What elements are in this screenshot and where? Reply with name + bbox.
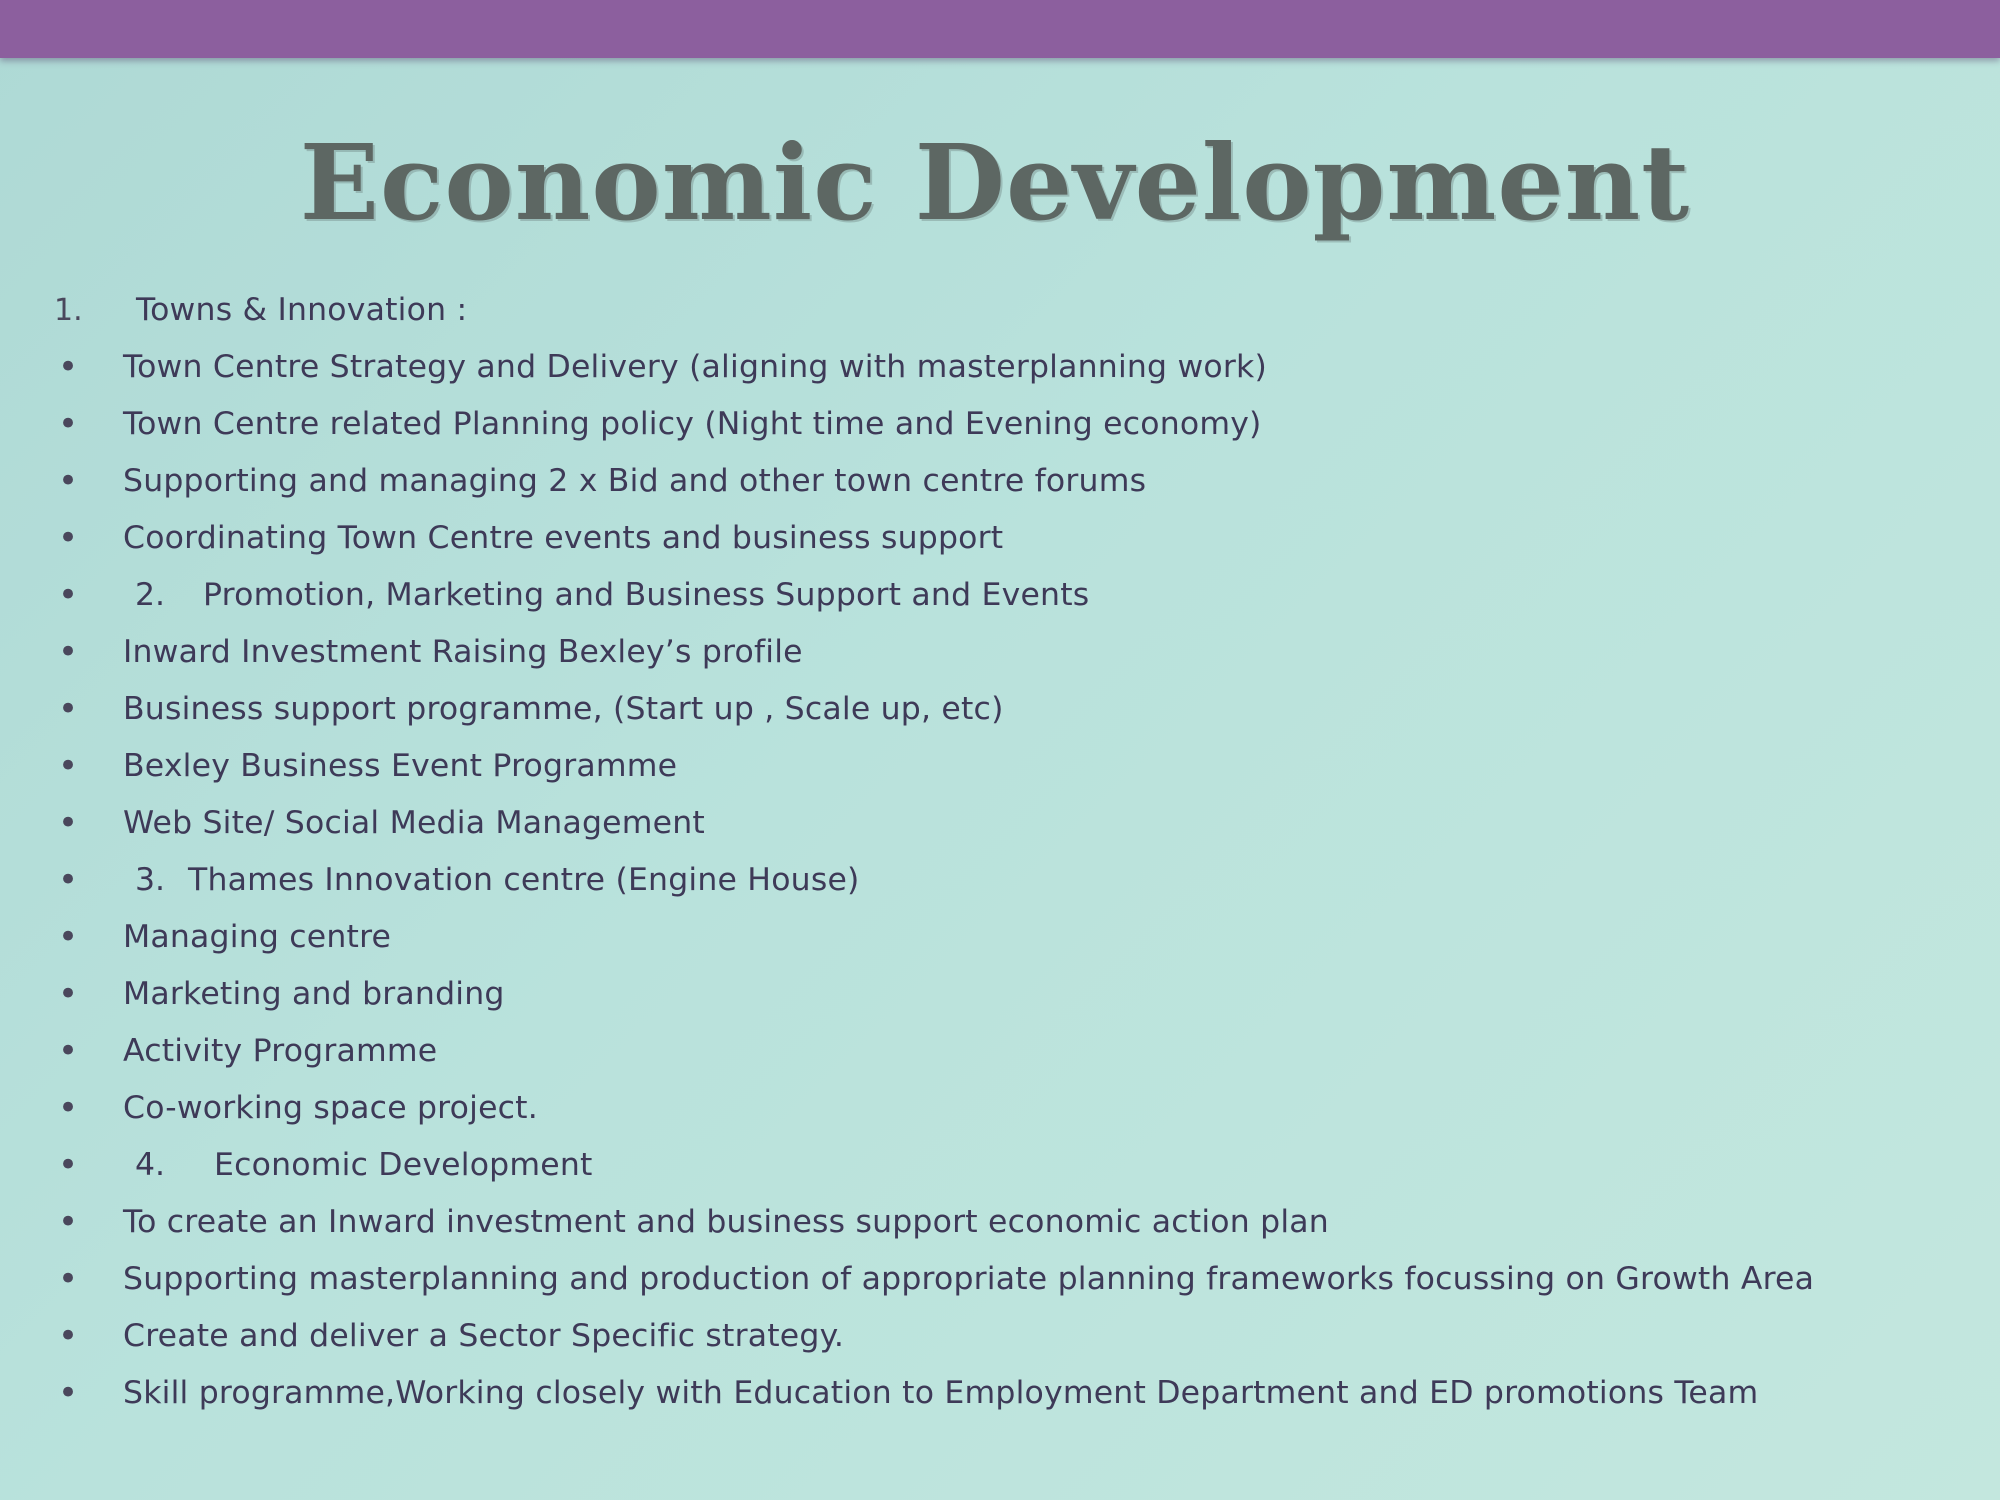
list-item-text: Web Site/ Social Media Management bbox=[123, 805, 705, 841]
list-item-text: Business support programme, (Start up , Scale up, etc) bbox=[123, 691, 1004, 727]
list-item-text: Inward Investment Raising Bexley’s profile bbox=[123, 634, 803, 670]
list-item bbox=[0, 1023, 2000, 1080]
bullet-icon: • bbox=[58, 404, 79, 444]
list-item-text: Skill programme,Working closely with Education to Employment Department and ED promotions Team bbox=[123, 1375, 1759, 1411]
bullet-icon: • bbox=[58, 1088, 79, 1128]
list-item bbox=[0, 339, 2000, 396]
section-heading-promotion-marketing bbox=[0, 567, 2000, 624]
list-item bbox=[0, 1308, 2000, 1365]
bullet-icon: • bbox=[58, 746, 79, 786]
list-item bbox=[0, 396, 2000, 453]
list-item-text: Supporting and managing 2 x Bid and other town centre forums bbox=[123, 463, 1147, 499]
bullet-icon: • bbox=[58, 1145, 79, 1185]
slide-title: Economic Development bbox=[299, 121, 1691, 244]
list-item bbox=[0, 1194, 2000, 1251]
list-item-text: Coordinating Town Centre events and business support bbox=[123, 520, 1004, 556]
top-accent-bar bbox=[0, 0, 2000, 58]
bullet-icon: • bbox=[58, 518, 79, 558]
list-item bbox=[0, 453, 2000, 510]
section-heading-text: Economic Development bbox=[214, 1147, 593, 1183]
section-heading-towns-innovation bbox=[0, 282, 2000, 339]
section-number: 4. bbox=[135, 1147, 166, 1183]
list-item bbox=[0, 681, 2000, 738]
bullet-icon: • bbox=[58, 1316, 79, 1356]
bullet-icon: • bbox=[58, 689, 79, 729]
list-item bbox=[0, 966, 2000, 1023]
bullet-icon: • bbox=[58, 575, 79, 615]
list-item bbox=[0, 909, 2000, 966]
list-item-text: Supporting masterplanning and production of appropriate planning frameworks focussing on Growth Area bbox=[123, 1261, 1815, 1297]
section-heading-text: Towns & Innovation : bbox=[136, 292, 468, 328]
section-number: 2. bbox=[135, 577, 166, 613]
list-item-text: Managing centre bbox=[123, 919, 392, 955]
bullet-icon: • bbox=[58, 1259, 79, 1299]
list-item-text: Create and deliver a Sector Specific strategy. bbox=[123, 1318, 845, 1354]
section-heading-text: Thames Innovation centre (Engine House) bbox=[188, 862, 860, 898]
bullet-icon: • bbox=[58, 347, 79, 387]
list-item-text: To create an Inward investment and business support economic action plan bbox=[123, 1204, 1329, 1240]
section-heading-economic-development bbox=[0, 1137, 2000, 1194]
bullet-icon: • bbox=[58, 1373, 79, 1413]
list-item-text: Town Centre Strategy and Delivery (aligning with masterplanning work) bbox=[123, 349, 1267, 385]
section-number: 3. bbox=[135, 862, 166, 898]
list-item-text: Co-working space project. bbox=[123, 1090, 538, 1126]
section-heading-text: Promotion, Marketing and Business Support and Events bbox=[203, 577, 1090, 613]
list-item bbox=[0, 510, 2000, 567]
list-item bbox=[0, 1080, 2000, 1137]
bullet-icon: • bbox=[58, 860, 79, 900]
list-item bbox=[0, 795, 2000, 852]
bullet-icon: • bbox=[58, 803, 79, 843]
content-list bbox=[0, 282, 2000, 1422]
bullet-icon: • bbox=[58, 1031, 79, 1071]
list-item-text: Marketing and branding bbox=[123, 976, 505, 1012]
list-item-text: Town Centre related Planning policy (Night time and Evening economy) bbox=[123, 406, 1262, 442]
list-item bbox=[0, 738, 2000, 795]
list-item-text: Activity Programme bbox=[123, 1033, 438, 1069]
list-item bbox=[0, 624, 2000, 681]
list-item-text: Bexley Business Event Programme bbox=[123, 748, 678, 784]
bullet-icon: • bbox=[58, 632, 79, 672]
list-item bbox=[0, 1365, 2000, 1422]
bullet-icon: • bbox=[58, 461, 79, 501]
bullet-icon: • bbox=[58, 917, 79, 957]
bullet-icon: • bbox=[58, 974, 79, 1014]
bullet-icon: • bbox=[58, 1202, 79, 1242]
section-number: 1. bbox=[54, 293, 83, 328]
list-item bbox=[0, 1251, 2000, 1308]
section-heading-thames-innovation bbox=[0, 852, 2000, 909]
